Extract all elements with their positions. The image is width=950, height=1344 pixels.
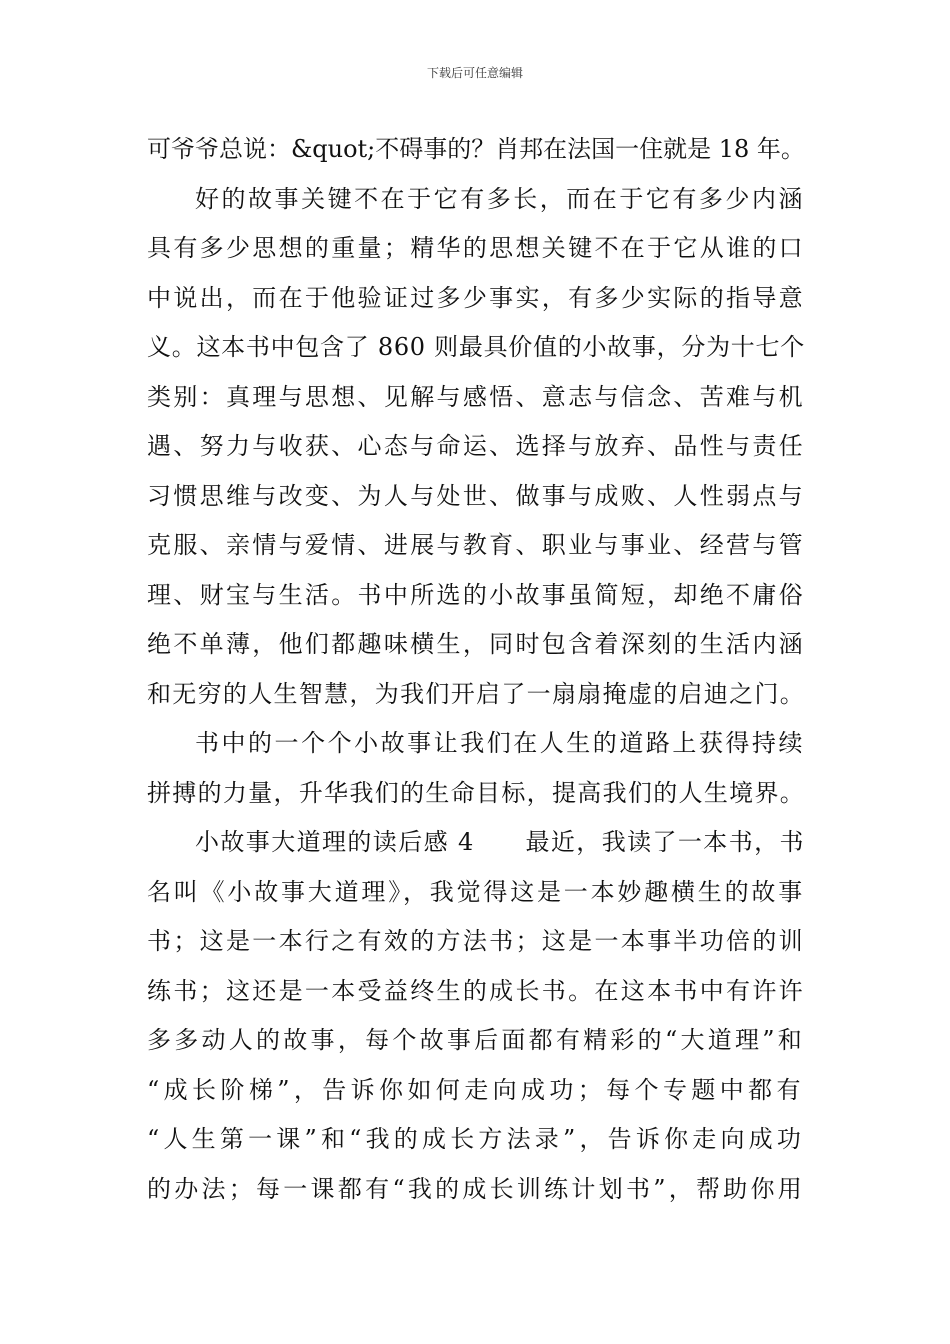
text-line: 小故事大道理的读后感 4 最近，我读了一本书，书 [195,828,805,856]
text-line: 练书；这还是一本受益终生的成长书。在这本书中有许许 [147,977,805,1005]
text-line: 和无穷的人生智慧，为我们开启了一扇扇掩虚的启迪之门。 [147,680,806,708]
text-line: “人生第一课”和“我的成长方法录”，告诉你走向成功 [147,1125,806,1153]
text-line: 遇、努力与收获、心态与命运、选择与放弃、品性与责任 [147,432,805,460]
text-line: 理、财宝与生活。书中所选的小故事虽简短，却绝不庸俗 [147,581,805,609]
text-line: “成长阶梯”，告诉你如何走向成功；每个专题中都有 [147,1076,805,1104]
text-line: 具有多少思想的重量；精华的思想关键不在于它从谁的口 [147,234,805,262]
text-line: 习惯思维与改变、为人与处世、做事与成败、人性弱点与 [147,482,805,510]
text-line: 书；这是一本行之有效的方法书；这是一本事半功倍的训 [147,927,805,955]
page-header: 下载后可任意编辑 [426,66,523,80]
text-line: 义。这本书中包含了 860 则最具价值的小故事，分为十七个 [147,333,805,361]
text-line: 的办法；每一课都有“我的成长训练计划书”，帮助你用 [147,1175,806,1203]
text-line: 多多动人的故事，每个故事后面都有精彩的“大道理”和 [147,1026,806,1054]
text-line: 类别：真理与思想、见解与感悟、意志与信念、苦难与机 [147,383,805,411]
text-line: 绝不单薄，他们都趣味横生，同时包含着深刻的生活内涵 [147,630,805,658]
text-line: 名叫《小故事大道理》，我觉得这是一本妙趣横生的故事 [147,878,805,906]
text-line: 书中的一个个小故事让我们在人生的道路上获得持续 [195,729,805,757]
text-line: 中说出，而在于他验证过多少事实，有多少实际的指导意 [147,284,805,312]
text-line: 可爷爷总说：&quot;不碍事的？肖邦在法国一住就是 18 年。 [147,135,805,163]
text-line: 好的故事关键不在于它有多长，而在于它有多少内涵 [195,185,805,213]
text-line: 拼搏的力量，升华我们的生命目标，提高我们的人生境界。 [147,779,806,807]
text-line: 克服、亲情与爱情、进展与教育、职业与事业、经营与管 [147,531,805,559]
